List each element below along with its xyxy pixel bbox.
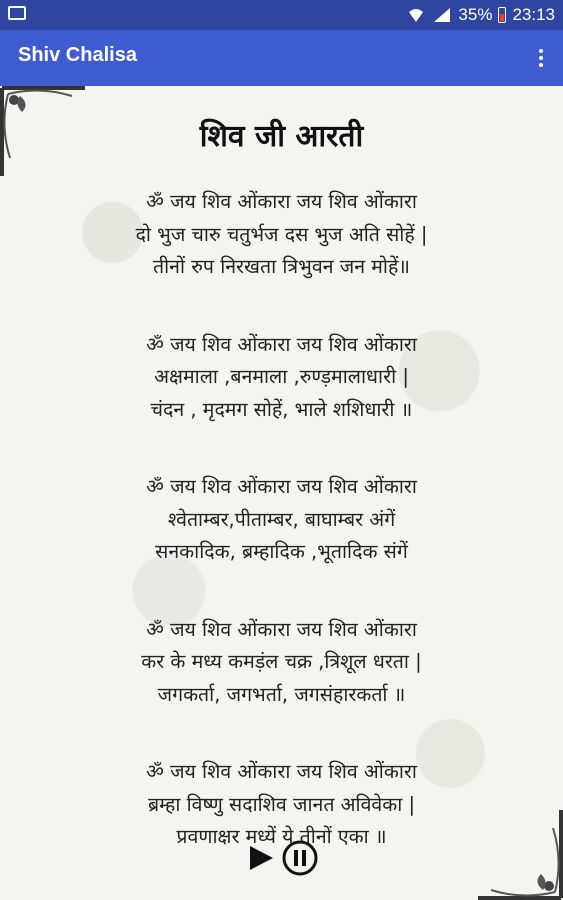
verse-line: दो भुज चारु चतुर्भज दस भुज अति सोहें | <box>135 222 428 246</box>
verses <box>0 186 563 899</box>
verse-line: कर के मध्य कमड़ंल चक्र ,त्रिशूल धरता | <box>141 650 422 673</box>
overflow-menu-icon[interactable] <box>533 44 549 72</box>
battery-percent: 35% <box>458 5 493 24</box>
verse-line: ॐ जय शिव ओंकारा जय शिव ओंकारा <box>146 475 417 498</box>
verse-line: ॐ जय शिव ओंकारा जय शिव ओंकारा <box>146 760 417 783</box>
verse-line: सनकादिक, ब्रम्हादिक ,भूतादिक संगें <box>155 540 408 563</box>
corner-ornament-bottom-right <box>473 810 563 900</box>
play-icon[interactable] <box>246 843 276 873</box>
pause-icon[interactable] <box>282 840 318 876</box>
status-indicators <box>406 4 555 26</box>
content-area <box>0 86 563 900</box>
stanza <box>0 329 563 427</box>
app-title: Shiv Chalisa <box>18 44 137 66</box>
verse-line: ॐ जय शिव ओंकारा जय शिव ओंकारा <box>146 332 417 356</box>
stanza <box>0 614 563 712</box>
verse-line: ब्रम्हा विष्णु सदाशिव जानत अविवेका | <box>147 792 416 816</box>
stanza <box>0 471 563 569</box>
verse-line: जगकर्ता, जगभर्ता, जगसंहारकर्ता ॥ <box>157 682 406 706</box>
verse-line: तीनों रुप निरखता त्रिभुवन जन मोहें॥ <box>153 255 410 278</box>
app-bar <box>0 30 563 86</box>
verse-line: ॐ जय शिव ओंकारा जय शिव ओंकारा <box>146 617 417 641</box>
signal-icon <box>432 7 452 23</box>
page-title: शिव जी आरती <box>199 119 364 154</box>
verse-line: चंदन , मृदमग सोहें, भाले शशिधारी ॥ <box>150 397 413 421</box>
status-bar <box>0 0 563 30</box>
verse-line: ॐ जय शिव ओंकारा जय शिव ओंकारा <box>146 190 417 213</box>
clock: 23:13 <box>512 5 555 24</box>
battery-icon <box>498 7 506 23</box>
stanza <box>0 186 563 284</box>
verse-line: अक्षमाला ,बनमाला ,रुण्ड़मालाधारी | <box>154 365 409 388</box>
verse-line: प्रवणाक्षर मध्यें ये तीनों एका ॥ <box>176 825 387 848</box>
notification-icon <box>8 6 26 20</box>
verse-line: श्वेताम्बर,पीताम्बर, बाघाम्बर अंगें <box>167 507 396 531</box>
wifi-icon <box>406 7 426 23</box>
audio-controls <box>246 838 326 878</box>
